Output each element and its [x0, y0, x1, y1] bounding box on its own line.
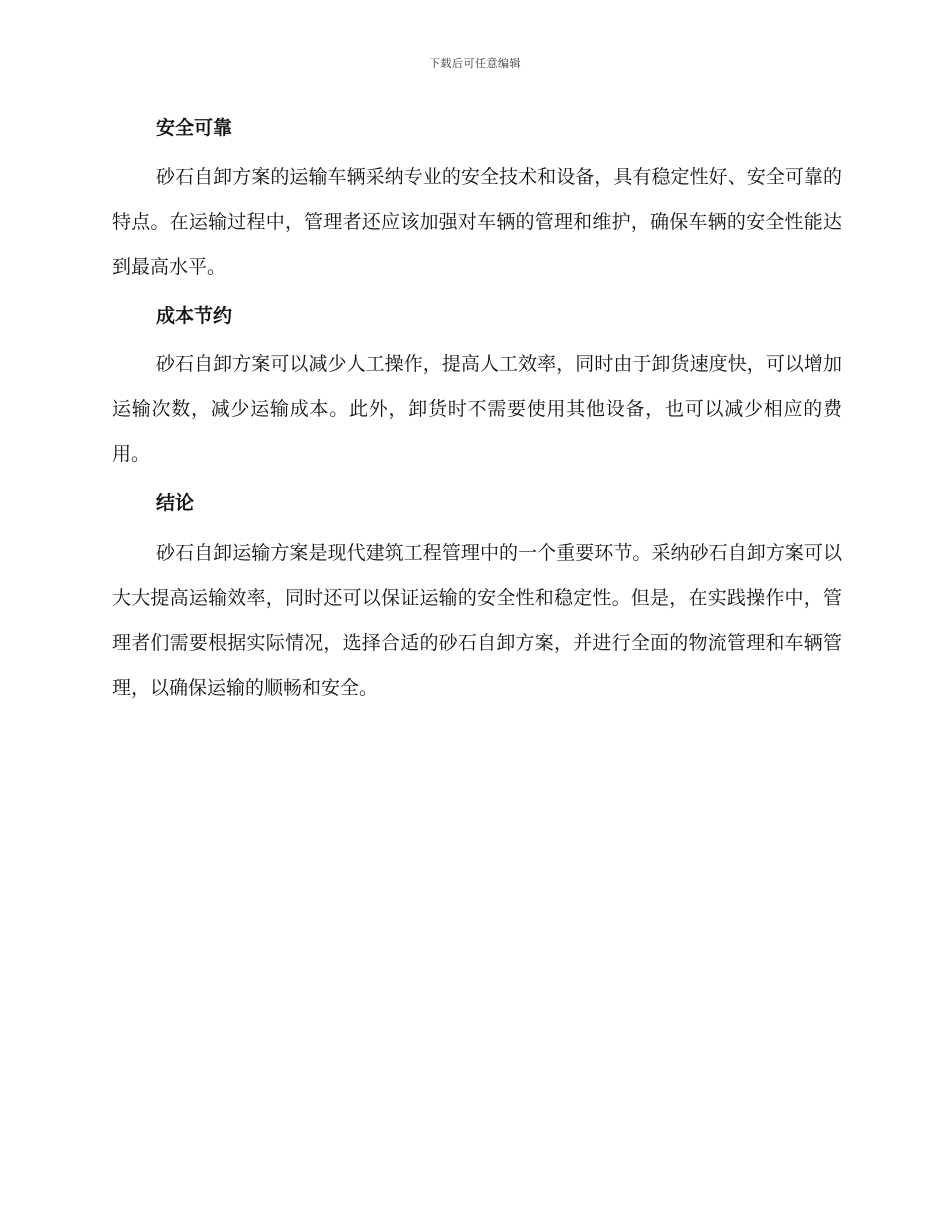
section-paragraph-safety: 砂石自卸方案的运输车辆采纳专业的安全技术和设备，具有稳定性好、安全可靠的特点。在运输过程中，管理者还应该加强对车辆的管理和维护，确保车辆的安全性能达到最高水平。	[112, 166, 842, 278]
page-header: 下载后可任意编辑	[429, 57, 521, 70]
section-heading-safety: 安全可靠	[156, 117, 233, 139]
section-heading-cost: 成本节约	[156, 305, 233, 327]
document-body	[112, 112, 842, 711]
section-paragraph-cost: 砂石自卸方案可以减少人工操作，提高人工效率，同时由于卸货速度快，可以增加运输次数，减少运输成本。此外，卸货时不需要使用其他设备，也可以减少相应的费用。	[112, 353, 842, 465]
section-heading-conclusion: 结论	[156, 492, 195, 514]
section-paragraph-conclusion: 砂石自卸运输方案是现代建筑工程管理中的一个重要环节。采纳砂石自卸方案可以大大提高运输效率，同时还可以保证运输的安全性和稳定性。但是，在实践操作中，管理者们需要根据实际情况，选择合适的砂石自卸方案，并进行全面的物流管理和车辆管理，以确保运输的顺畅和安全。	[112, 542, 842, 699]
